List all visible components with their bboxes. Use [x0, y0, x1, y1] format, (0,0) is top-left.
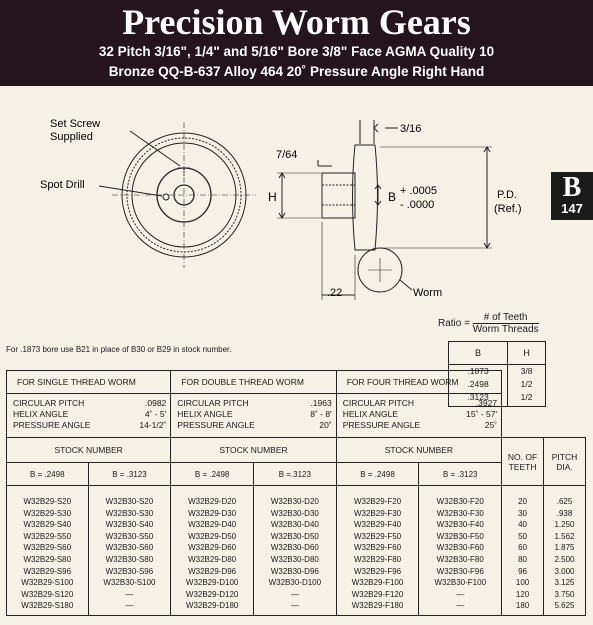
table-cell: W32B29-S50	[23, 531, 72, 541]
teeth-header: NO. OF TEETH	[502, 438, 544, 486]
table-cell: W32B30-F80	[436, 554, 484, 564]
table-cell: W32B30-S30	[105, 508, 154, 518]
table-cell: W32B29-F50	[353, 531, 402, 541]
table-cell: W32B29-F30	[353, 508, 402, 518]
table-cell: W32B30-F40	[436, 520, 484, 530]
double-thread-specs: CIRCULAR PITCH .1963 HELIX ANGLE 8˚ - 8' PRESSURE ANGLE 20˚	[171, 394, 336, 438]
table-cell: W32B30-S60	[105, 543, 154, 553]
table-cell: 3.000	[554, 566, 575, 576]
table-cell: W32B30-D80	[270, 554, 319, 564]
table-cell: W32B29-D180	[185, 601, 239, 611]
four-thread-specs: CIRCULAR PITCH .3927 HELIX ANGLE 15˚ - 57' PRESSURE ANGLE 25˚	[336, 394, 501, 438]
stock-column	[336, 486, 419, 616]
table-cell: W32B30-F60	[436, 543, 484, 553]
table-cell: 80	[518, 554, 527, 564]
bore-note: For .1873 bore use B21 in place of B30 or B29 in stock number.	[6, 345, 232, 354]
set-screw-label-1: Set Screw	[50, 118, 101, 130]
table-cell: W32B30-S40	[105, 520, 154, 530]
stock-column	[544, 486, 586, 616]
table-cell: 2.500	[554, 554, 575, 564]
table-cell: W32B30-D96	[270, 566, 319, 576]
ratio-denominator: Worm Threads	[472, 324, 539, 335]
spot-drill-label: Spot Drill	[40, 179, 85, 191]
table-cell: W32B29-S120	[21, 589, 74, 599]
stock-column	[7, 486, 89, 616]
table-cell: W32B29-S60	[23, 543, 72, 553]
table-row: .2498 1/2	[449, 378, 546, 391]
worm-label: Worm	[413, 287, 443, 299]
stock-column	[253, 486, 336, 616]
table-cell: W32B30-D60	[270, 543, 319, 553]
table-cell: 96	[518, 566, 527, 576]
bore-col-header: B = .2498	[171, 463, 254, 486]
bore-header-b: B	[449, 342, 508, 365]
table-cell: W32B29-D20	[188, 497, 237, 506]
ratio-formula	[438, 312, 539, 335]
table-cell: W32B30-S20	[105, 497, 154, 506]
table-cell: W32B29-D120	[185, 589, 239, 599]
table-cell: —	[456, 601, 465, 611]
table-cell: W32B29-D40	[188, 520, 237, 530]
table-cell: 3.750	[554, 589, 575, 599]
table-cell: 20	[518, 497, 527, 506]
table-cell: W32B29-F80	[353, 554, 402, 564]
table-cell: 100	[515, 578, 530, 588]
table-cell: W32B29-S20	[23, 497, 72, 506]
table-cell: W32B30-S80	[105, 554, 154, 564]
table-cell: .938	[556, 508, 573, 518]
dim-22-label: .22	[327, 287, 343, 299]
bore-col-header: B = .2498	[7, 463, 89, 486]
four-thread-heading: FOR FOUR THREAD WORM	[336, 371, 501, 394]
ratio-label: Ratio =	[438, 318, 470, 330]
table-cell: W32B29-F40	[353, 520, 402, 530]
table-cell: W32B30-F50	[436, 531, 484, 541]
table-cell: W32B29-S100	[21, 578, 74, 588]
table-cell: 50	[518, 531, 527, 541]
stock-number-header-four: STOCK NUMBER	[336, 438, 501, 463]
table-cell: W32B29-D50	[188, 531, 237, 541]
table-cell: —	[125, 601, 134, 611]
single-thread-specs: CIRCULAR PITCH .0982 HELIX ANGLE 4˚ - 5' PRESSURE ANGLE 14-1/2˚	[7, 394, 171, 438]
page-number: 147	[561, 201, 583, 216]
table-cell: 40	[518, 520, 527, 530]
table-cell: 1.875	[554, 543, 575, 553]
dim-3-16-label: 3/16	[400, 123, 422, 135]
ratio-numerator: # of Teeth	[473, 312, 539, 324]
table-cell: .625	[556, 497, 573, 506]
table-cell: W32B29-F120	[351, 589, 404, 599]
section-letter: B	[562, 172, 582, 203]
table-cell: W32B30-D40	[270, 520, 319, 530]
table-cell: W32B30-D100	[268, 578, 322, 588]
table-cell: W32B29-F180	[351, 601, 404, 611]
table-cell: W32B29-F100	[351, 578, 404, 588]
stock-data-row	[7, 486, 586, 616]
table-cell: 120	[515, 589, 530, 599]
table-cell: W32B30-D20	[270, 497, 319, 506]
table-cell: —	[290, 601, 299, 611]
table-cell: W32B30-S96	[105, 566, 154, 576]
table-cell: W32B30-S50	[105, 531, 154, 541]
table-cell: W32B30-F30	[436, 508, 484, 518]
dim-b-label: B	[388, 190, 397, 204]
table-cell: W32B29-S96	[23, 566, 72, 576]
stock-column	[502, 486, 544, 616]
spec-line-1: 32 Pitch 3/16", 1/4" and 5/16" Bore 3/8" Face AGMA Quality 10	[98, 44, 495, 59]
bore-col-header: B = .3123	[88, 463, 171, 486]
table-cell: 1.250	[554, 520, 575, 530]
tolerance-minus: - .0000	[400, 199, 435, 211]
table-cell: W32B30-F100	[434, 578, 487, 588]
table-cell: W32B29-S40	[23, 520, 72, 530]
table-cell: W32B30-D30	[270, 508, 319, 518]
stock-column	[88, 486, 171, 616]
stock-number-header-double: STOCK NUMBER	[171, 438, 336, 463]
table-cell: 3.125	[554, 578, 575, 588]
table-cell: —	[125, 589, 134, 599]
table-cell: —	[456, 589, 465, 599]
table-cell: 1.562	[554, 531, 575, 541]
stock-column	[171, 486, 254, 616]
table-cell: W32B29-D60	[188, 543, 237, 553]
table-cell: W32B29-D96	[188, 566, 237, 576]
single-thread-heading: FOR SINGLE THREAD WORM	[7, 371, 171, 394]
bore-header-h: H	[508, 342, 546, 365]
dim-7-64-label: 7/64	[276, 149, 298, 161]
tolerance-plus: + .0005	[400, 185, 438, 197]
pd-label-1: P.D.	[497, 189, 517, 201]
table-cell: 180	[515, 601, 530, 611]
hub-side-view	[322, 173, 355, 218]
table-cell: W32B30-S100	[103, 578, 156, 588]
set-screw-label-2: Supplied	[50, 131, 93, 143]
table-cell: W32B29-D100	[185, 578, 239, 588]
table-cell: W32B30-D50	[270, 531, 319, 541]
bore-col-header: B =.3123	[253, 463, 336, 486]
table-cell: W32B29-S80	[23, 554, 72, 564]
bore-col-header: B = .3123	[419, 463, 502, 486]
table-cell: W32B30-F20	[436, 497, 484, 506]
table-cell: W32B29-F96	[353, 566, 402, 576]
gear-face-side-view	[353, 145, 378, 250]
table-cell: W32B29-F60	[353, 543, 402, 553]
table-cell: W32B29-S30	[23, 508, 72, 518]
table-cell: W32B29-F20	[353, 497, 402, 506]
spec-line-2: Bronze QQ-B-637 Alloy 464 20˚ Pressure Angle Right Hand	[108, 64, 485, 79]
stock-number-header-single: STOCK NUMBER	[7, 438, 171, 463]
ratio-fraction	[473, 312, 539, 335]
stock-column	[419, 486, 502, 616]
table-cell: —	[290, 589, 299, 599]
table-cell: 30	[518, 508, 527, 518]
page-title: Precision Worm Gears	[122, 2, 471, 42]
dim-h-label: H	[268, 190, 277, 204]
table-row: .1873 3/8	[449, 365, 546, 379]
pd-label-2: (Ref.)	[494, 203, 522, 215]
double-thread-heading: FOR DOUBLE THREAD WORM	[171, 371, 336, 394]
bore-col-header: B = .2498	[336, 463, 419, 486]
pitch-dia-header: PITCH DIA.	[544, 438, 586, 486]
table-cell: 5.625	[554, 601, 575, 611]
table-cell: W32B29-S180	[21, 601, 74, 611]
table-cell: W32B29-D80	[188, 554, 237, 564]
table-row: .3123 1/2	[449, 391, 546, 407]
table-cell: W32B29-D30	[188, 508, 237, 518]
table-cell: 60	[518, 543, 527, 553]
stock-table	[6, 370, 586, 616]
table-cell: W32B30-F96	[436, 566, 484, 576]
